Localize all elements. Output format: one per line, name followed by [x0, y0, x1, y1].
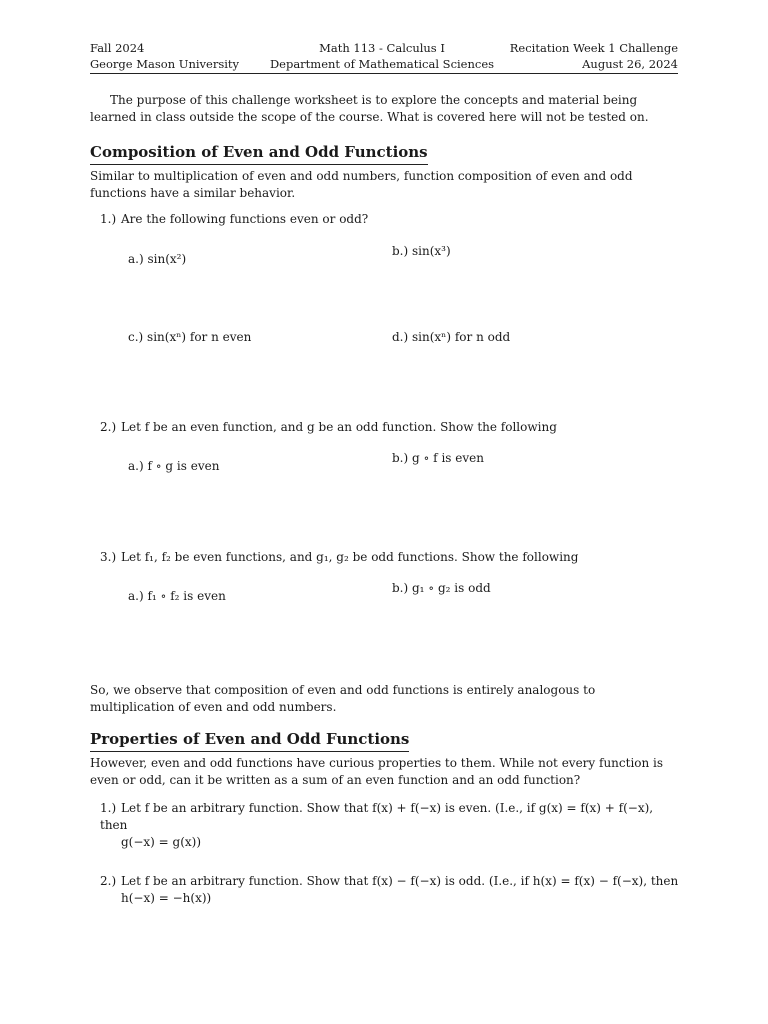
question-1 — [100, 211, 368, 227]
question-text-line1: Let f be an arbitrary function. Show that f(x) + f(−x) is even. (I.e., if g(x) = f(x) + f(−x), then — [100, 801, 654, 832]
q1-part-d: d.) sin(xⁿ) for n odd — [392, 330, 511, 344]
question-text: Let f be an even function, and g be an odd function. Show the following — [121, 420, 557, 434]
question-text-line1: Let f be an arbitrary function. Show that f(x) − f(−x) is odd. (I.e., if h(x) = f(x) − f(−x), then — [121, 874, 679, 888]
header-right — [510, 41, 678, 73]
question-number: 3.) — [100, 550, 117, 564]
properties-question-2 — [100, 873, 680, 907]
question-text-line2: g(−x) = g(x)) — [121, 835, 202, 849]
header-assignment: Recitation Week 1 Challenge — [509, 41, 678, 55]
header-date: August 26, 2024 — [582, 57, 678, 71]
q3-part-a: a.) f₁ ∘ f₂ is even — [128, 589, 226, 603]
question-2 — [100, 419, 557, 435]
header-university: George Mason University — [90, 57, 240, 71]
q3-part-b: b.) g₁ ∘ g₂ is odd — [392, 581, 491, 595]
q2-part-a: a.) f ∘ g is even — [128, 459, 220, 473]
header-department: Department of Mathematical Sciences — [269, 57, 495, 71]
header-rule — [90, 73, 678, 74]
question-number: 2.) — [100, 420, 117, 434]
header-course: Math 113 - Calculus I — [319, 41, 445, 55]
section1-conclusion: So, we observe that composition of even and odd functions is entirely analogous to multiplication of even and odd numbers. — [90, 683, 596, 714]
properties-question-1 — [100, 800, 680, 851]
header-left — [90, 41, 239, 73]
q1-part-b: b.) sin(x³) — [392, 244, 451, 258]
q2-part-b: b.) g ∘ f is even — [392, 451, 484, 465]
question-text-line2: h(−x) = −h(x)) — [121, 891, 212, 905]
intro-paragraph: The purpose of this challenge worksheet is to explore the concepts and material being learned in class outside the scope of the course. What is covered here will not be tested on. — [90, 93, 649, 124]
question-3 — [100, 549, 578, 565]
q1-part-c: c.) sin(xⁿ) for n even — [128, 330, 252, 344]
section2-intro: However, even and odd functions have curious properties to them. While not every function is even or odd, can it be written as a sum of an even function and an odd function? — [90, 756, 664, 787]
header-center — [230, 41, 534, 73]
q1-part-a: a.) sin(x²) — [128, 252, 187, 266]
question-number: 1.) — [100, 801, 117, 815]
question-number: 1.) — [100, 212, 117, 226]
question-text: Let f₁, f₂ be even functions, and g₁, g₂ be odd functions. Show the following — [121, 550, 579, 564]
question-number: 2.) — [100, 874, 117, 888]
section-title-properties: Properties of Even and Odd Functions — [90, 729, 409, 752]
section-title-composition: Composition of Even and Odd Functions — [90, 142, 428, 165]
question-text: Are the following functions even or odd? — [121, 212, 369, 226]
header-term: Fall 2024 — [90, 41, 145, 55]
section1-intro: Similar to multiplication of even and odd numbers, function composition of even and odd functions have a similar behavior. — [90, 169, 633, 200]
